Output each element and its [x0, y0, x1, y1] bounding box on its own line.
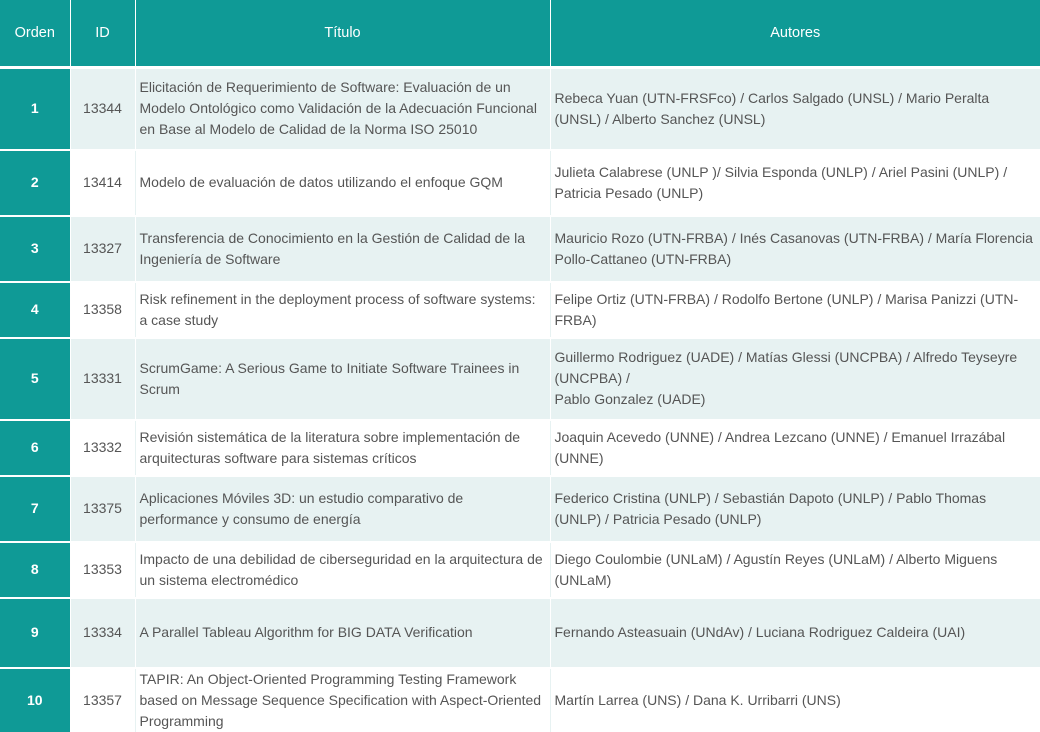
- row-orden: 10: [0, 668, 70, 732]
- row-orden: 8: [0, 542, 70, 598]
- row-autores-line: Guillermo Rodriguez (UADE) / Matías Glessi (UNCPBA) / Alfredo Teyseyre (UNCPBA) /: [554, 349, 1018, 386]
- row-titulo: Modelo de evaluación de datos utilizando el enfoque GQM: [135, 150, 550, 216]
- row-titulo: Transferencia de Conocimiento en la Gestión de Calidad de la Ingeniería de Software: [135, 216, 550, 282]
- row-orden: 4: [0, 282, 70, 338]
- table-row: [0, 542, 1040, 598]
- row-autores: Fernando Asteasuain (UNdAv) / Luciana Rodriguez Caldeira (UAI): [550, 598, 1040, 668]
- table-row: [0, 150, 1040, 216]
- row-id: 13331: [70, 338, 135, 420]
- row-id: 13357: [70, 668, 135, 732]
- row-autores: Martín Larrea (UNS) / Dana K. Urribarri (UNS): [550, 668, 1040, 732]
- row-titulo: Risk refinement in the deployment process of software systems: a case study: [135, 282, 550, 338]
- header-id: ID: [70, 0, 135, 68]
- row-orden: 1: [0, 68, 70, 150]
- table-row: [0, 668, 1040, 732]
- table-row: [0, 338, 1040, 420]
- row-autores: Julieta Calabrese (UNLP )/ Silvia Esponda (UNLP) / Ariel Pasini (UNLP) / Patricia Pesado (UNLP): [550, 150, 1040, 216]
- row-autores: Rebeca Yuan (UTN-FRSFco) / Carlos Salgado (UNSL) / Mario Peralta (UNSL) / Alberto Sanchez (UNSL): [550, 68, 1040, 150]
- row-id: 13414: [70, 150, 135, 216]
- row-autores: Mauricio Rozo (UTN-FRBA) / Inés Casanovas (UTN-FRBA) / María Florencia Pollo-Cattaneo (UTN-FRBA): [550, 216, 1040, 282]
- header-titulo: Título: [135, 0, 550, 68]
- row-orden: 3: [0, 216, 70, 282]
- row-id: 13375: [70, 476, 135, 542]
- row-titulo: Impacto de una debilidad de ciberseguridad en la arquitectura de un sistema electromédico: [135, 542, 550, 598]
- row-titulo: Revisión sistemática de la literatura sobre implementación de arquitecturas software para sistemas críticos: [135, 420, 550, 476]
- row-id: 13334: [70, 598, 135, 668]
- row-id: 13344: [70, 68, 135, 150]
- row-titulo: Aplicaciones Móviles 3D: un estudio comparativo de performance y consumo de energía: [135, 476, 550, 542]
- row-autores: Felipe Ortiz (UTN-FRBA) / Rodolfo Bertone (UNLP) / Marisa Panizzi (UTN-FRBA): [550, 282, 1040, 338]
- table-row: [0, 420, 1040, 476]
- row-titulo: Elicitación de Requerimiento de Software: Evaluación de un Modelo Ontológico como Validación de la Adecuación Funcional en Base al Modelo de Calidad de la Norma ISO 25010: [135, 68, 550, 150]
- row-titulo: TAPIR: An Object-Oriented Programming Testing Framework based on Message Sequence Specification with Aspect-Oriented Programming: [135, 668, 550, 732]
- row-autores-line: Pablo Gonzalez (UADE): [554, 391, 706, 407]
- row-titulo: ScrumGame: A Serious Game to Initiate Software Trainees in Scrum: [135, 338, 550, 420]
- header-orden: Orden: [0, 0, 70, 68]
- table-row: [0, 216, 1040, 282]
- header-autores: Autores: [550, 0, 1040, 68]
- table-row: [0, 68, 1040, 150]
- table-header-row: [0, 0, 1040, 68]
- row-autores: Diego Coulombie (UNLaM) / Agustín Reyes (UNLaM) / Alberto Miguens (UNLaM): [550, 542, 1040, 598]
- row-autores: [550, 338, 1040, 420]
- table-row: [0, 476, 1040, 542]
- row-orden: 7: [0, 476, 70, 542]
- row-id: 13358: [70, 282, 135, 338]
- row-orden: 2: [0, 150, 70, 216]
- row-id: 13327: [70, 216, 135, 282]
- row-titulo: A Parallel Tableau Algorithm for BIG DATA Verification: [135, 598, 550, 668]
- row-id: 13332: [70, 420, 135, 476]
- table-row: [0, 598, 1040, 668]
- row-orden: 6: [0, 420, 70, 476]
- row-autores: Joaquin Acevedo (UNNE) / Andrea Lezcano (UNNE) / Emanuel Irrazábal (UNNE): [550, 420, 1040, 476]
- row-orden: 9: [0, 598, 70, 668]
- table-row: [0, 282, 1040, 338]
- row-id: 13353: [70, 542, 135, 598]
- row-autores: Federico Cristina (UNLP) / Sebastián Dapoto (UNLP) / Pablo Thomas (UNLP) / Patricia Pesado (UNLP): [550, 476, 1040, 542]
- row-orden: 5: [0, 338, 70, 420]
